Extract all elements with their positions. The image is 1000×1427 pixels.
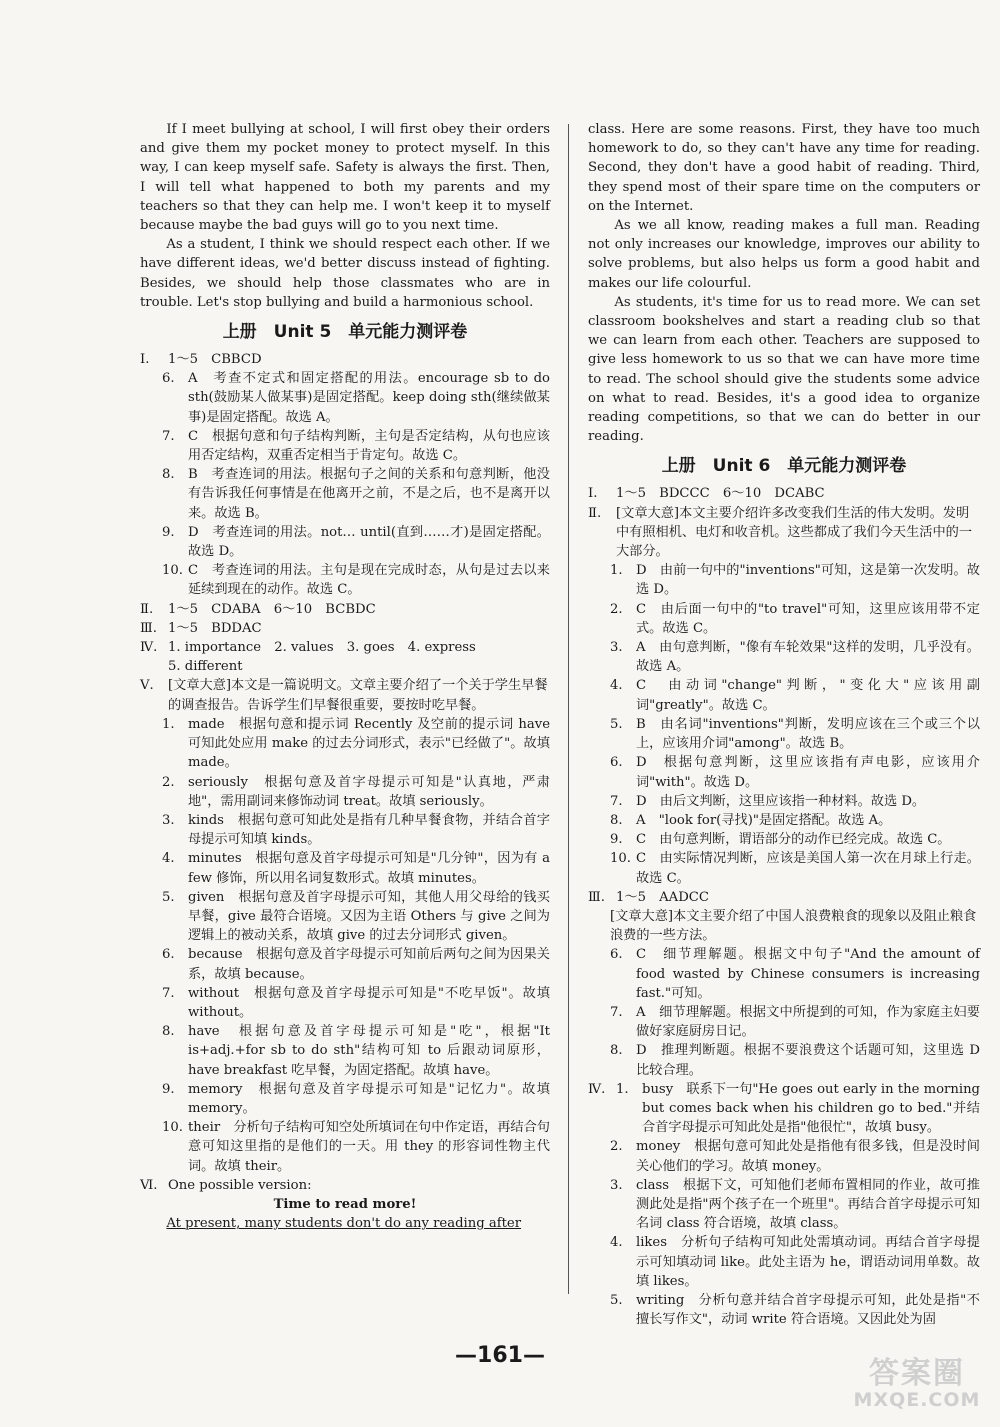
section-1 [140, 350, 550, 369]
item-text: C 考查连词的用法。主句是现在完成时态，从句是过去以来延续到现在的动作。故选 C。 [188, 563, 550, 598]
essay-paragraph: As students, it's time for us to read more. We can set classroom bookshelves and start a reading club so that we can learn from each other. Teachers are supposed to give less homework to us so that we can have more time to read. The school should give the students some advice on what to read. Besides, it's a good idea to organize reading competitions, so that we can do better in our reading. [588, 294, 980, 445]
item-number: 10. [162, 563, 183, 579]
answer-line: 5. different [168, 659, 243, 675]
section-3 [588, 888, 980, 907]
section-label: Ⅳ. [588, 1081, 606, 1097]
item-text: D 由前一句中的"inventions"可知，这是第一次发明。故选 D。 [636, 563, 980, 598]
item-number: 2. [162, 774, 175, 790]
watermark-text: 答案圈 [869, 1356, 965, 1391]
answer-item [588, 676, 980, 714]
answer-item [588, 1003, 980, 1041]
item-text: C 由实际情况判断，应该是美国人第一次在月球上行走。故选 C。 [636, 851, 980, 886]
item-number: 8. [610, 1043, 623, 1059]
answer-line: 1～5 AADCC [616, 889, 709, 905]
answer-item [140, 427, 550, 465]
answer-item [140, 1118, 550, 1176]
answer-item [588, 1137, 980, 1175]
item-text: C 由后面一句中的"to travel"可知，这里应该用带不定式。故选 C。 [636, 601, 980, 636]
answer-line: One possible version: [168, 1177, 312, 1193]
section-1 [588, 484, 980, 503]
item-number: 7. [610, 1004, 623, 1020]
item-text: kinds 根据句意可知此处是指有几种早餐食物，并结合首字母提示可知填 kinds。 [188, 812, 550, 848]
item-number: 9. [610, 832, 623, 848]
answer-item [140, 811, 550, 849]
item-number: 3. [610, 640, 623, 656]
item-text: C 细节理解题。根据文中句子"And the amount of food wasted by Chinese consumers is increasing fast."可知。 [636, 947, 980, 1001]
section-2 [140, 600, 550, 619]
section-label: Ⅱ. [140, 601, 154, 617]
section-4 [588, 1080, 980, 1138]
essay-paragraph: At present, many students don't do any reading after [166, 1216, 522, 1232]
essay-paragraph: As a student, I think we should respect each other. If we have different ideas, we'd better discuss instead of fighting. Besides, we should help those classmates who are in trouble. Let's stop bullying and build a harmonious school. [140, 237, 550, 310]
item-number: 8. [610, 812, 623, 828]
answer-item [140, 888, 550, 946]
answer-line: 1～5 CDABA 6～10 BCBDC [168, 601, 376, 617]
item-text: class 根据下文，可知他们老师布置相同的作业，故可推测此处是指"两个孩子在一个班里"。再结合首字母提示可知名词 class 符合语境，故填 class。 [636, 1177, 980, 1232]
answer-item [140, 523, 550, 561]
unit6-title: 上册 Unit 6 单元能力测评卷 [661, 456, 907, 477]
answer-item [140, 369, 550, 427]
item-number: 5. [610, 1292, 623, 1308]
section-4 [140, 638, 550, 676]
answer-line: 1. importance 2. values 3. goes 4. express [168, 640, 476, 656]
item-text: because 根据句意及首字母提示可知前后两句之间为因果关系，故填 because。 [188, 947, 550, 982]
item-number: 2. [610, 601, 623, 617]
answer-item [140, 773, 550, 811]
answer-line: 1～5 CBBCD [168, 352, 262, 368]
unit5-title: 上册 Unit 5 单元能力测评卷 [222, 322, 468, 343]
right-column [588, 120, 980, 1329]
item-text: D 考查连词的用法。not… until(直到……才)是固定搭配。故选 D。 [188, 524, 550, 560]
answer-item [140, 715, 550, 773]
item-text: busy 联系下一句"He goes out early in the morning but comes back when his children go to bed."并结合首字母提示可知此处是指"他很忙"，故填 busy。 [642, 1081, 980, 1136]
section-label: Ⅰ. [140, 352, 150, 368]
watermark-logo [842, 1356, 992, 1421]
answer-item [588, 600, 980, 638]
section-label: Ⅲ. [140, 620, 157, 636]
item-number: 10. [162, 1120, 183, 1136]
section-3 [140, 619, 550, 638]
item-number: 4. [162, 851, 175, 867]
item-text: made 根据句意和提示词 Recently 及空前的提示词 have 可知此处应用 make 的过去分词形式，表示"已经做了"。故填 made。 [188, 716, 550, 771]
item-text: D 根据句意判断，这里应该指有声电影，应该用介词"with"。故选 D。 [636, 755, 980, 790]
answer-item [588, 849, 980, 887]
item-text: A "look for(寻找)"是固定搭配。故选 A。 [636, 812, 892, 828]
section-label: Ⅴ. [140, 678, 154, 694]
item-text: D 推理判断题。根据不要浪费这个话题可知，这里选 D 比较合理。 [636, 1043, 980, 1078]
item-number: 10. [610, 851, 631, 867]
item-number: 1. [616, 1081, 629, 1097]
answer-item [140, 984, 550, 1022]
item-text: minutes 根据句意及首字母提示可知是"几分钟"，因为有 a few 修饰，所以用名词复数形式。故填 minutes。 [188, 851, 550, 886]
item-number: 3. [162, 812, 175, 828]
item-number: 3. [610, 1177, 623, 1193]
item-text: A 细节理解题。根据文中所提到的可知，作为家庭主妇要做好家庭厨房日记。 [636, 1004, 980, 1040]
answer-line: 1～5 BDDAC [168, 620, 262, 636]
item-text: B 由名词"inventions"判断，发明应该在三个或三个以上，应该用介词"among"。故选 B。 [636, 716, 980, 752]
item-number: 9. [162, 1081, 175, 1097]
answer-item [140, 561, 550, 599]
watermark-url: MXQE.COM [853, 1389, 981, 1411]
item-text: C 由句意判断，谓语部分的动作已经完成。故选 C。 [636, 832, 951, 848]
essay-title: Time to read more! [273, 1196, 417, 1212]
item-text: D 由后文判断，这里应该指一种材料。故选 D。 [636, 793, 926, 809]
item-number: 5. [610, 716, 623, 732]
item-number: 8. [162, 1024, 175, 1040]
answer-item [588, 1176, 980, 1234]
item-text: writing 分析句意并结合首字母提示可知，此处是指"不擅长写作文"，动词 write 符合语境。又因此处为固 [636, 1292, 980, 1328]
section-label: Ⅳ. [140, 640, 158, 656]
section-label: Ⅵ. [140, 1177, 158, 1193]
item-number: 7. [162, 428, 175, 444]
item-text: given 根据句意及首字母提示可知，其他人用父母给的钱买早餐，give 最符合语境。又因为主语 Others 与 give 之间为逻辑上的被动关系，故填 give 的过去分词形式 given。 [188, 889, 550, 944]
item-number: 7. [162, 985, 175, 1001]
answer-item [140, 1080, 550, 1118]
section-6 [140, 1176, 550, 1195]
answer-item [588, 945, 980, 1003]
item-number: 6. [610, 755, 623, 771]
answer-item [588, 561, 980, 599]
article-summary: [文章大意]本文主要介绍许多改变我们生活的伟大发明。发明中有照相机、电灯和收音机。这些都成了我们今天生活中的一大部分。 [616, 505, 973, 560]
item-text: without 根据句意及首字母提示可知是"不吃早饭"。故填 without。 [188, 985, 550, 1020]
essay-paragraph: If I meet bullying at school, I will first obey their orders and give them my pocket money to protect myself. In this way, I can keep myself safe. Safety is always the first. Then, I will tell what happened to both my parents and my teachers so that they can help me. I won't keep it to myself because maybe the bad guys will go to you next time. [140, 122, 550, 234]
essay-paragraph: class. Here are some reasons. First, they have too much homework to do, so they can't have any time for reading. Second, they don't have a good habit of reading. Third, they spend most of their spare time on the computers or on the Internet. [588, 122, 980, 214]
answer-item [140, 1022, 550, 1080]
item-text: C 由动词"change"判断，"变化大"应该用副词"greatly"。故选 C。 [636, 678, 980, 713]
answer-item [588, 715, 980, 753]
item-number: 8. [162, 467, 175, 483]
answer-item [140, 465, 550, 523]
answer-item [140, 849, 550, 887]
item-number: 1. [162, 716, 175, 732]
item-text: money 根据句意可知此处是指他有很多钱，但是没时间关心他们的学习。故填 money。 [636, 1139, 980, 1174]
answer-item [588, 1041, 980, 1079]
answer-item [588, 753, 980, 791]
item-number: 6. [610, 947, 623, 963]
article-summary: [文章大意]本文是一篇说明文。文章主要介绍了一个关于学生早餐的调查报告。告诉学生们早餐很重要，要按时吃早餐。 [168, 678, 548, 713]
answer-item [588, 1233, 980, 1291]
item-number: 6. [162, 371, 175, 387]
section-label: Ⅱ. [588, 505, 602, 521]
answer-item [616, 1080, 980, 1138]
item-text: their 分析句子结构可知空处所填词在句中作定语，再结合句意可知这里指的是他们的一天。用 they 的形容词性物主代词。故填 their。 [188, 1120, 550, 1174]
item-text: A 由句意判断，"像有车轮效果"这样的发明，几乎没有。故选 A。 [636, 640, 980, 675]
section-5 [140, 676, 550, 714]
answer-item [588, 792, 980, 811]
answer-item [588, 830, 980, 849]
column-divider [568, 124, 569, 1294]
left-column [140, 120, 550, 1233]
item-text: seriously 根据句意及首字母提示可知是"认真地，严肃地"，需用副词来修饰动词 treat。故填 seriously。 [188, 774, 550, 809]
item-text: memory 根据句意及首字母提示可知是"记忆力"。故填 memory。 [188, 1081, 550, 1116]
essay-paragraph: As we all know, reading makes a full man. Reading not only increases our knowledge, improves our ability to solve problems, but also helps us form a good habit and makes our life colourful. [588, 218, 980, 291]
item-number: 7. [610, 793, 623, 809]
answer-item [588, 638, 980, 676]
item-number: 4. [610, 1235, 623, 1251]
item-number: 2. [610, 1139, 623, 1155]
item-number: 4. [610, 678, 623, 694]
answer-item [588, 811, 980, 830]
section-label: Ⅲ. [588, 889, 605, 905]
section-label: Ⅰ. [588, 486, 598, 502]
item-number: 1. [610, 563, 623, 579]
answer-item [588, 1291, 980, 1329]
answer-item [140, 945, 550, 983]
section-2 [588, 504, 980, 562]
item-number: 5. [162, 889, 175, 905]
item-text: A 考查不定式和固定搭配的用法。encourage sb to do sth(鼓励某人做某事)是固定搭配。keep doing sth(继续做某事)是固定搭配。故选 A。 [188, 371, 550, 425]
article-summary: [文章大意]本文主要介绍了中国人浪费粮食的现象以及阻止粮食浪费的一些方法。 [610, 908, 977, 944]
page-number: —161— [455, 1343, 545, 1368]
item-text: B 考查连词的用法。根据句子之间的关系和句意判断，他没有告诉我任何事情是在他离开之前，不是之后，也不是离开以来。故选 B。 [188, 467, 550, 521]
item-number: 6. [162, 947, 175, 963]
item-text: C 根据句意和句子结构判断，主句是否定结构，从句也应该用否定结构，双重否定相当于肯定句。故选 C。 [188, 428, 550, 464]
item-text: likes 分析句子结构可知此处需填动词。再结合首字母提示可知填动词 like。此处主语为 he，谓语动词用单数。故填 likes。 [636, 1235, 980, 1289]
item-number: 9. [162, 524, 175, 540]
item-text: have 根据句意及首字母提示可知是"吃"，根据"It is+adj.+for sb to do sth"结构可知 to 后跟动词原形，have breakfast 吃早餐，为固定搭配。故填 have。 [188, 1024, 550, 1078]
answer-line: 1～5 BDCCC 6～10 DCABC [616, 486, 825, 502]
